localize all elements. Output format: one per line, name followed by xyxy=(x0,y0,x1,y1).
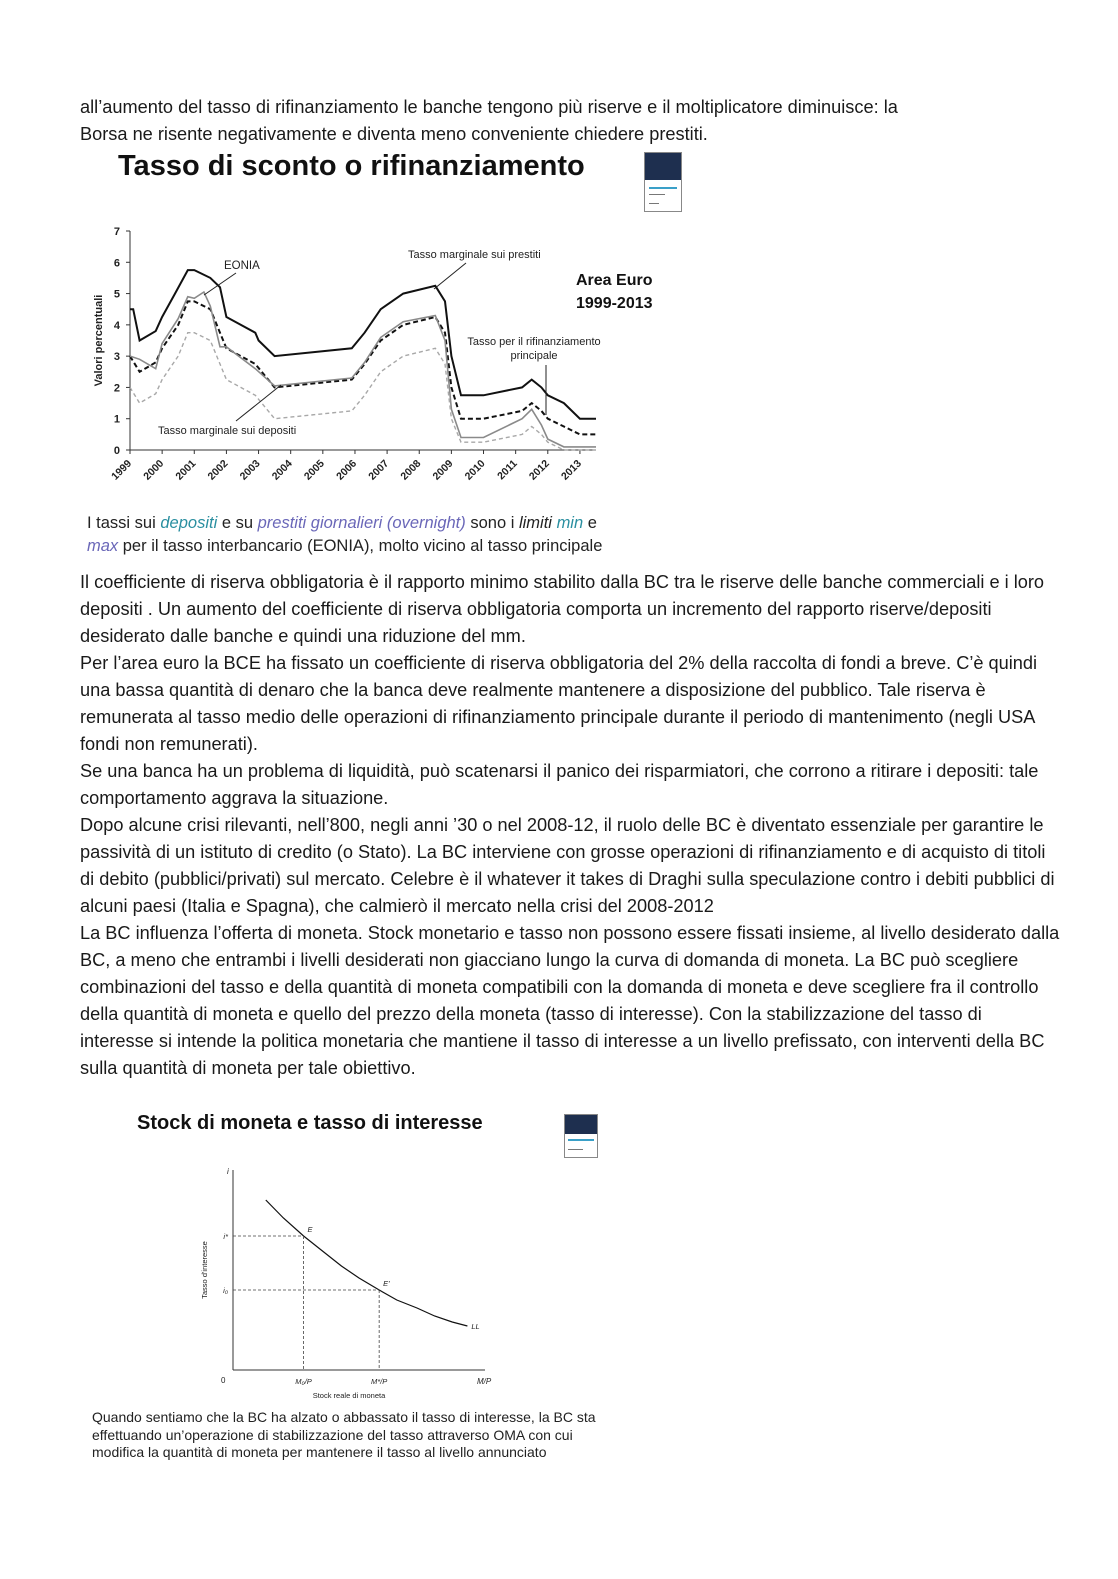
intro-paragraph xyxy=(80,94,1060,148)
x-tick-label: 2012 xyxy=(526,457,552,483)
y-tick-label: 3 xyxy=(113,351,120,364)
intro-line-1: all’aumento del tasso di rifinanziamento le banche tengono più riserve e il moltiplicatore diminuisce: la xyxy=(80,97,898,117)
x-tick-label: M₀/P xyxy=(295,1377,312,1386)
x-tick-label: 2007 xyxy=(366,457,392,483)
figure1-title: Tasso di sconto o rifinanziamento xyxy=(118,150,585,182)
figure1-caption xyxy=(87,512,707,558)
demand-curve-ll xyxy=(266,1200,468,1326)
x-tick-label: 2010 xyxy=(462,457,488,483)
caption-limiti: limiti xyxy=(518,514,552,532)
annotation-rifinanziamento-line1: Tasso per il rifinanziamento xyxy=(467,336,601,348)
book-cover-thumbnail-2 xyxy=(564,1114,598,1158)
body-text xyxy=(80,569,1060,1082)
paragraph-bce: Per l’area euro la BCE ha fissato un coefficiente di riserva obbligatoria del 2% della raccolta di fondi a breve. C’è quindi una bassa quantità di denaro che la banca deve realmente mantenere a disposizione del pubblico. Tale riserva è remunerata al tasso medio delle operazioni di rifinanziamento principale durante il periodo di mantenimento (negli USA fondi non remunerati). xyxy=(80,653,1038,754)
point-label: E' xyxy=(383,1279,390,1288)
y-axis-label: Tasso d'interesse xyxy=(200,1241,209,1299)
y-tick-label: 2 xyxy=(113,382,120,395)
book-cover-thumbnail xyxy=(644,152,682,212)
money-demand-chart xyxy=(195,1160,515,1405)
y-tick-label: 5 xyxy=(113,288,120,301)
figure2-title: Stock di moneta e tasso di interesse xyxy=(137,1112,483,1134)
x-tick-label: 2008 xyxy=(398,457,424,483)
x-tick-label: 2011 xyxy=(495,457,520,483)
chart-title-line1: Area Euro xyxy=(576,272,653,289)
annotation-arrow-depositi xyxy=(236,385,281,421)
y-tick-label: 6 xyxy=(113,257,120,270)
annotation-marginale-prestiti: Tasso marginale sui prestiti xyxy=(408,249,541,261)
y-tick-label: i₀ xyxy=(223,1286,228,1295)
point-label: E xyxy=(307,1225,313,1234)
paragraph-liquidita: Se una banca ha un problema di liquidità, può scatenarsi il panico dei risparmiatori, che corrono a ritirare i depositi: tale comportamento aggrava la situazione. xyxy=(80,761,1039,808)
caption-text: e su xyxy=(217,514,258,532)
curve-label: LL xyxy=(471,1322,480,1331)
rates-chart xyxy=(86,215,686,510)
caption-max: max xyxy=(87,537,119,555)
caption-min: min xyxy=(556,514,584,532)
x-tick-label: 2001 xyxy=(173,457,199,483)
axis-top-label: i xyxy=(227,1167,229,1176)
x-tick-label: 2004 xyxy=(269,457,295,483)
figure2-caption: Quando sentiamo che la BC ha alzato o abbassato il tasso di interesse, la BC sta effettuando un’operazione di stabilizzazione del tasso attraverso OMA con cui modifica la quantità di moneta per mantenere il tasso al livello annunciato xyxy=(92,1409,596,1460)
y-tick-label: 7 xyxy=(113,226,120,238)
caption-text: sono i xyxy=(465,514,519,532)
x-tick-label: 2000 xyxy=(141,457,167,483)
paragraph-crisi: Dopo alcune crisi rilevanti, nell’800, negli anni ’30 o nel 2008-12, il ruolo delle BC è diventato essenziale per garantire le passività di un istituto di credito (o Stato). La BC interviene con grosse operazioni di rifinanziamento e di acquisto di titoli di debito (pubblici/privati) sul mercato. Celebre è il whatever it takes di Draghi sulla speculazione contro i debiti pubblici di alcuni paesi (Italia e Spagna), che calmierò il mercato nella crisi del 2008-2012 xyxy=(80,815,1055,916)
x-tick-label: 2005 xyxy=(301,457,327,483)
paragraph-offerta-moneta: La BC influenza l’offerta di moneta. Stock monetario e tasso non possono essere fissati insieme, al livello desiderato dalla BC, a meno che entrambi i livelli desiderati non giacciano lungo la curva di domanda di moneta. La BC può scegliere combinazioni del tasso e della quantità di moneta compatibili con la domanda di moneta e deve scegliere fra il controllo della quantità di moneta e quello del prezzo della moneta (tasso di interesse). Con la stabilizzazione del tasso di interesse si intende la politica monetaria che mantiene il tasso di interesse a un livello prefissato, con interventi della BC sulla quantità di moneta per tale obiettivo. xyxy=(80,923,1060,1078)
caption-text: per il tasso interbancario (EONIA), molto vicino al tasso principale xyxy=(118,537,603,555)
x-tick-label: 1999 xyxy=(109,457,135,483)
y-tick-label: i* xyxy=(223,1232,228,1241)
x-tick-label: 2006 xyxy=(334,457,360,483)
x-tick-label: M*/P xyxy=(371,1377,388,1386)
y-axis-label: Valori percentuali xyxy=(93,294,105,387)
paragraph-riserva: Il coefficiente di riserva obbligatoria è il rapporto minimo stabilito dalla BC tra le riserve delle banche commerciali e i loro depositi . Un aumento del coefficiente di riserva obbligatoria comporta un incremento del rapporto riserve/depositi desiderato dalle banche e quindi una riduzione del mm. xyxy=(80,572,1045,646)
caption-depositi: depositi xyxy=(160,514,218,532)
annotation-rifinanziamento-line2: principale xyxy=(510,350,558,362)
chart-title-line2: 1999-2013 xyxy=(576,295,653,312)
x-axis-label: Stock reale di moneta xyxy=(312,1391,386,1400)
annotation-eonia: EONIA xyxy=(224,260,260,272)
y-tick-label: 4 xyxy=(113,319,120,332)
annotation-arrow-prestiti xyxy=(434,263,466,289)
axis-right-label: M/P xyxy=(477,1377,492,1386)
caption-text: e xyxy=(583,514,597,532)
y-tick-label: 1 xyxy=(113,413,120,426)
caption-prestiti: prestiti giornalieri (overnight) xyxy=(257,514,466,532)
x-tick-label: 2002 xyxy=(205,457,231,483)
y-tick-label: 0 xyxy=(113,445,120,457)
intro-line-2: Borsa ne risente negativamente e diventa meno conveniente chiedere prestiti. xyxy=(80,124,708,144)
series-line-eonia xyxy=(130,292,596,447)
x-tick-label: 2013 xyxy=(559,457,585,483)
annotation-marginale-depositi: Tasso marginale sui depositi xyxy=(158,425,297,437)
x-tick-label: 2003 xyxy=(237,457,263,483)
x-tick-label: 2009 xyxy=(430,457,456,483)
caption-text: I tassi sui xyxy=(87,514,161,532)
origin-label: 0 xyxy=(221,1376,226,1385)
